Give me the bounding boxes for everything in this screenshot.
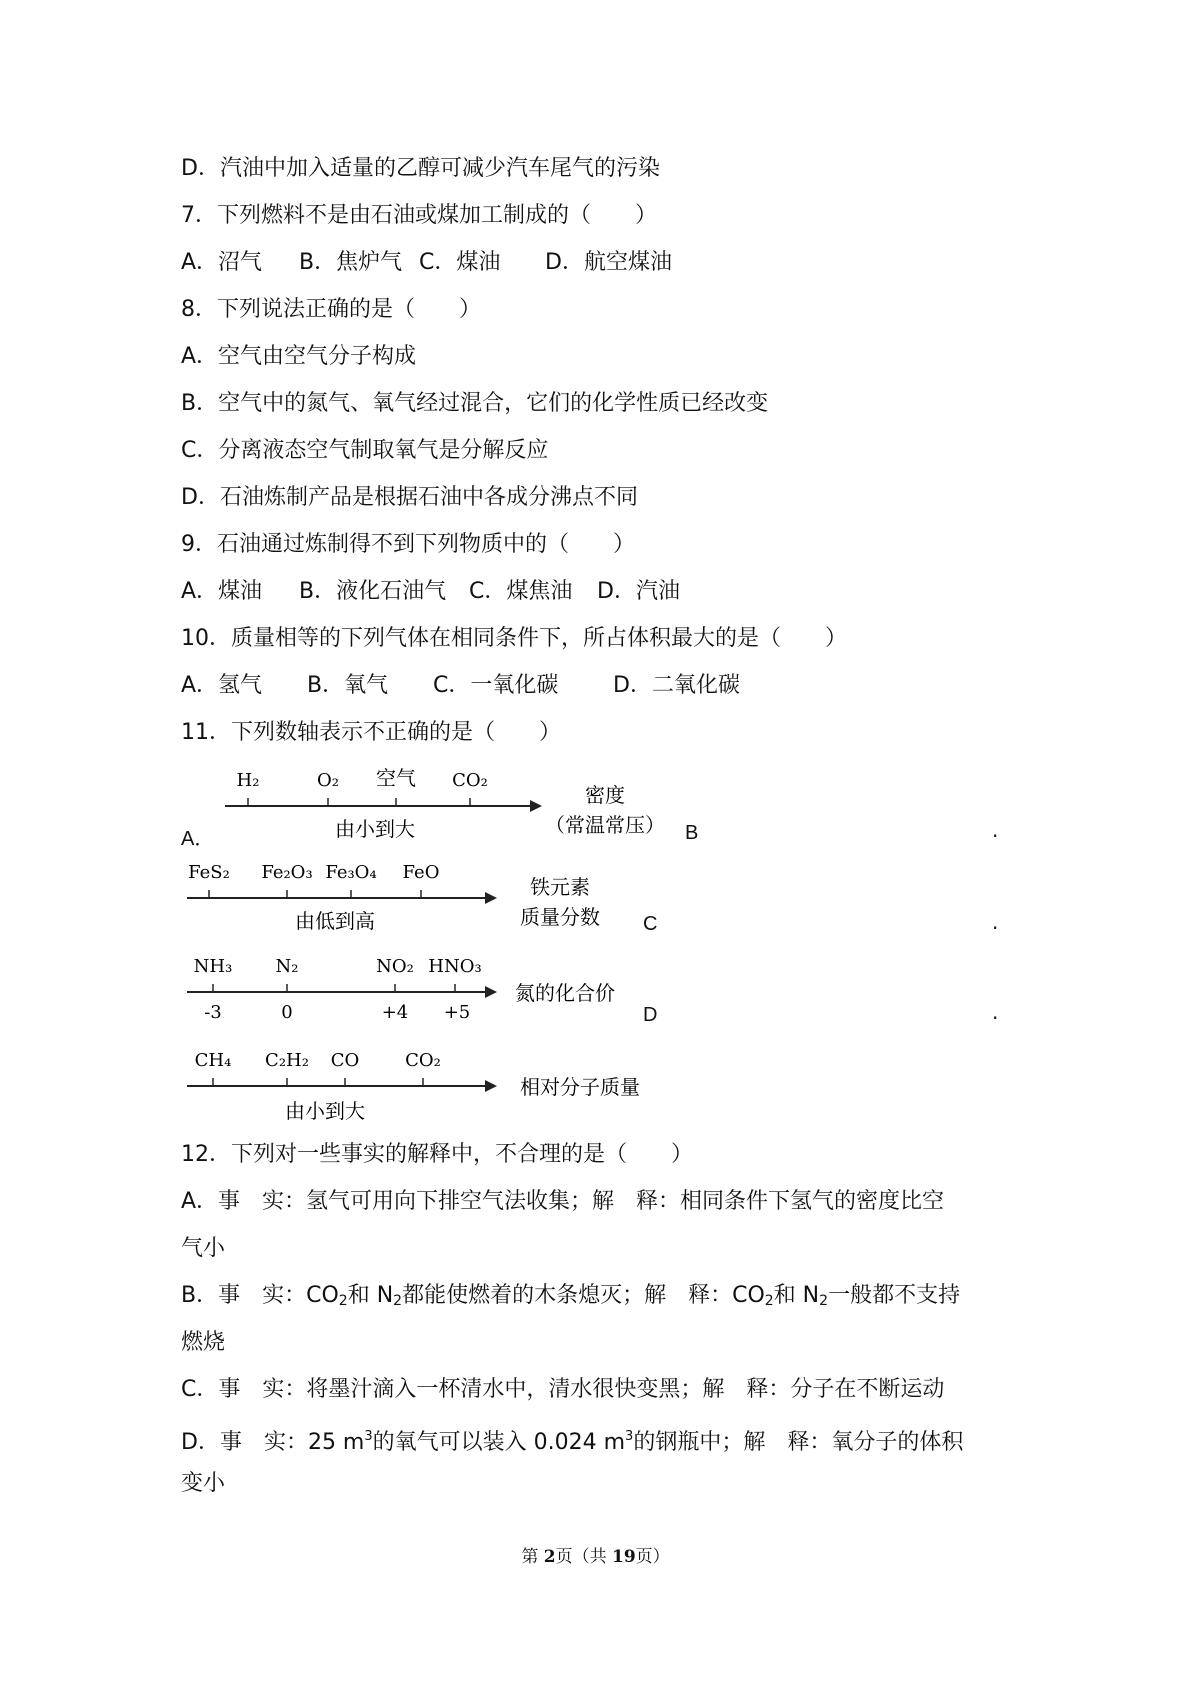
q8-option-b: B．空气中的氮气、氧气经过混合，它们的化学性质已经改变 <box>181 391 769 416</box>
axis-b-right2: 质量分数 <box>520 905 600 929</box>
axis-a-right1: 密度 <box>585 783 625 807</box>
q10-option-d: D．二氧化碳 <box>613 673 740 698</box>
q12-d-end: 的钢瓶中；解 释：氧分子的体积 <box>633 1430 964 1455</box>
q10-option-a: A．氢气 <box>181 673 263 698</box>
q7-option-a: A．沼气 <box>181 250 263 275</box>
q7-option-c: C．煤油 <box>419 250 501 275</box>
q12-b-mid3: 和 N <box>773 1283 820 1308</box>
q9-options <box>181 577 680 607</box>
axis-a-label-1: H₂ <box>236 770 260 791</box>
axis-d-right1: 相对分子质量 <box>520 1075 640 1099</box>
footer-post: 页） <box>635 1547 670 1567</box>
axis-c-label-1: NH₃ <box>193 956 233 977</box>
axis-c-value-4: +5 <box>443 1002 471 1023</box>
axis-c-label-3: NO₂ <box>376 956 414 977</box>
q9-option-a: A．煤油 <box>181 579 263 604</box>
q12-b-sub2: 2 <box>393 1293 403 1309</box>
q12-d-pre: D．事 实：25 m <box>181 1430 365 1455</box>
q12-d-mid: 的氧气可以装入 0.024 m <box>372 1430 626 1455</box>
q11-dot-3: . <box>992 1000 999 1024</box>
q12-b-sub3: 2 <box>764 1293 774 1309</box>
q11-letter-d: D <box>643 1004 658 1026</box>
footer-page: 2 <box>543 1547 556 1567</box>
axis-a-caption: 由小到大 <box>335 817 415 841</box>
axis-b-caption: 由低到高 <box>295 909 375 933</box>
axis-d-caption: 由小到大 <box>285 1099 365 1123</box>
q12-option-b-line1 <box>181 1281 960 1316</box>
q7-options <box>181 248 672 278</box>
q12-option-c: C．事 实：将墨汁滴入一杯清水中，清水很快变黑；解 释：分子在不断运动 <box>181 1377 945 1402</box>
axis-c-arrow <box>485 986 497 998</box>
axis-d-label-4: CO₂ <box>405 1050 441 1071</box>
q7-option-d: D．航空煤油 <box>545 250 672 275</box>
axis-a-label-2: O₂ <box>317 770 339 791</box>
q12-d-sup2: 3 <box>625 1429 634 1444</box>
q12-option-b-line2: 燃烧 <box>181 1330 226 1355</box>
axis-b-right1: 铁元素 <box>530 875 590 899</box>
q12-b-sub4: 2 <box>819 1293 829 1309</box>
axis-c-value-1: -3 <box>204 1002 222 1023</box>
q9-stem: 9．石油通过炼制得不到下列物质中的（ ） <box>181 532 635 557</box>
q8-option-a: A．空气由空气分子构成 <box>181 344 417 369</box>
axis-d-label-3: CO <box>330 1050 360 1071</box>
q12-b-pre: B．事 实：CO <box>181 1283 339 1308</box>
axis-c-value-2: 0 <box>281 1002 293 1023</box>
q12-d-sup1: 3 <box>364 1429 373 1444</box>
q11-dot-2: . <box>992 910 999 934</box>
q12-b-mid2: 都能使燃着的木条熄灭；解 释：CO <box>402 1283 765 1308</box>
q11-letter-b: B <box>685 822 699 844</box>
q12-stem: 12．下列对一些事实的解释中，不合理的是（ ） <box>181 1142 693 1167</box>
q12-option-d-line2: 变小 <box>181 1471 226 1496</box>
q11-axis-b <box>185 852 645 942</box>
axis-a-arrow <box>530 800 542 812</box>
axis-c-label-2: N₂ <box>275 956 299 977</box>
q8-option-c: C．分离液态空气制取氧气是分解反应 <box>181 438 549 463</box>
axis-d-label-2: C₂H₂ <box>265 1050 309 1071</box>
footer-pre: 第 <box>521 1547 544 1567</box>
q12-option-a-line1: A．事 实：氢气可用向下排空气法收集；解 释：相同条件下氢气的密度比空 <box>181 1189 945 1214</box>
axis-b-label-1: FeS₂ <box>188 862 230 883</box>
q11-letter-c: C <box>643 913 658 935</box>
q12-option-d-line1 <box>181 1422 963 1458</box>
q10-option-c: C．一氧化碳 <box>433 673 559 698</box>
axis-c-label-4: HNO₃ <box>428 956 482 977</box>
q12-b-sub1: 2 <box>338 1293 348 1309</box>
q9-option-c: C．煤焦油 <box>469 579 573 604</box>
q11-letter-a: A． <box>181 828 215 850</box>
axis-c-right1: 氮的化合价 <box>515 981 615 1005</box>
q12-option-a-line2: 气小 <box>181 1236 226 1261</box>
q11-stem: 11．下列数轴表示不正确的是（ ） <box>181 720 561 745</box>
axis-b-label-2: Fe₂O₃ <box>261 862 313 883</box>
axis-a-right2: （常温常压） <box>545 813 665 837</box>
q12-b-mid1: 和 N <box>347 1283 394 1308</box>
axis-d-label-1: CH₄ <box>194 1050 232 1071</box>
q7-option-b: B．焦炉气 <box>299 250 403 275</box>
q12-b-end: 一般都不支持 <box>828 1283 961 1308</box>
axis-b-label-3: Fe₃O₄ <box>325 862 377 883</box>
q7-stem: 7．下列燃料不是由石油或煤加工制成的（ ） <box>181 203 657 228</box>
q11-dot-1: . <box>992 818 999 842</box>
footer-mid: 页（共 <box>555 1547 612 1567</box>
q8-option-d: D．石油炼制产品是根据石油中各成分沸点不同 <box>181 485 638 510</box>
q11-axis-c <box>185 946 645 1026</box>
q10-stem: 10．质量相等的下列气体在相同条件下，所占体积最大的是（ ） <box>181 626 847 651</box>
page-footer <box>0 1542 1191 1567</box>
axis-c-value-3: +4 <box>381 1002 409 1023</box>
q8-stem: 8．下列说法正确的是（ ） <box>181 297 481 322</box>
q9-option-d: D．汽油 <box>597 579 680 604</box>
q10-options <box>181 671 740 701</box>
q11-axis-d <box>185 1040 665 1130</box>
footer-total: 19 <box>611 1547 636 1567</box>
axis-b-label-4: FeO <box>402 862 440 883</box>
q10-option-b: B．氧气 <box>307 673 389 698</box>
q9-option-b: B．液化石油气 <box>299 579 447 604</box>
axis-d-arrow <box>485 1080 497 1092</box>
q6-option-d: D．汽油中加入适量的乙醇可减少汽车尾气的污染 <box>181 156 660 181</box>
q11-axis-a <box>220 760 680 850</box>
axis-a-label-4: CO₂ <box>452 770 488 791</box>
axis-b-arrow <box>485 892 497 904</box>
axis-a-label-3: 空气 <box>376 766 416 790</box>
